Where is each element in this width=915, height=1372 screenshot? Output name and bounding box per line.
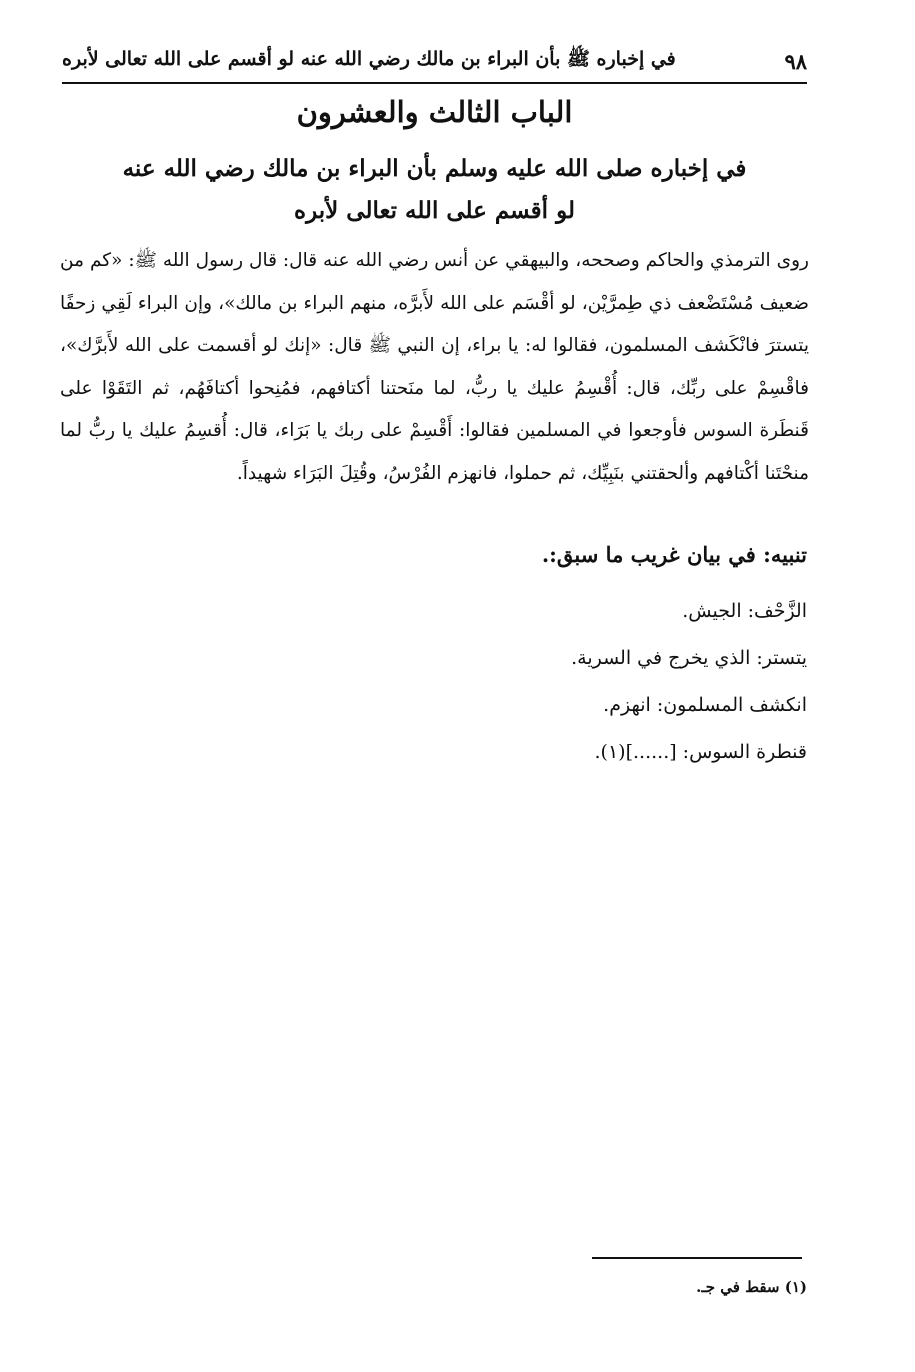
glossary-item: الزَّحْف: الجيش. [682,600,807,622]
chapter-title: الباب الثالث والعشرون [296,95,573,129]
glossary-item: يتستر: الذي يخرج في السرية. [571,647,807,669]
footnote-divider [592,1257,802,1259]
running-title: في إخباره ﷺ بأن البراء بن مالك رضي الله عنه لو أقسم على الله تعالى لأبره [62,48,676,70]
body-paragraph: روى الترمذي والحاكم وصححه، والبيهقي عن أنس رضي الله عنه قال: قال رسول الله ﷺ: «كم من ضعيف مُسْتَضْعف ذي طِمرَّيْن، لو أقْسَم على الله لأَبرَّه، منهم البراء بن مالك»، وإن البراء لَقِي زحفًا يتسترَ فانْكَشف المسلمون، فقالوا له: يا براء، إن النبي ﷺ قال: «إنك لو أقسمت على الله لأَبرَّك»، فاقْسِمْ على ربِّك، قال: أُقْسِمُ عليك يا ربُّ، لما منَحتنا أكتافهم، فمُنِحوا أكتافَهُم، ثم التَقَوْا على قَنطَرة السوس فأوجعوا في المسلمين فقالوا: أَقْسِمْ على ربك يا بَرَاء، قال: أُقسِمُ عليك يا ربُّ لما منحْتَنا أكْتافهم وألحقتني بنَبِيِّك، ثم حملوا، فانهزم الفُرْسُ، وقُتِلَ البَرَاء شهيداً. [60,250,809,484]
glossary-item: قنطرة السوس: [......](١). [594,741,807,763]
page-header [62,40,807,84]
glossary-list [207,588,807,776]
body-text [60,240,809,495]
subtitle-line-1: في إخباره صلى الله عليه وسلم بأن البراء بن مالك رضي الله عنه [122,155,747,182]
subtitle-line-2: لو أقسم على الله تعالى لأبره [294,197,575,224]
footnote: (١) سقط في جـ. [696,1278,807,1296]
page-number: ٩٨ [784,48,807,74]
notice-heading: تنبيه: في بيان غريب ما سبق:. [541,542,807,567]
glossary-item: انكشف المسلمون: انهزم. [603,694,807,716]
chapter-subtitle [62,148,807,232]
